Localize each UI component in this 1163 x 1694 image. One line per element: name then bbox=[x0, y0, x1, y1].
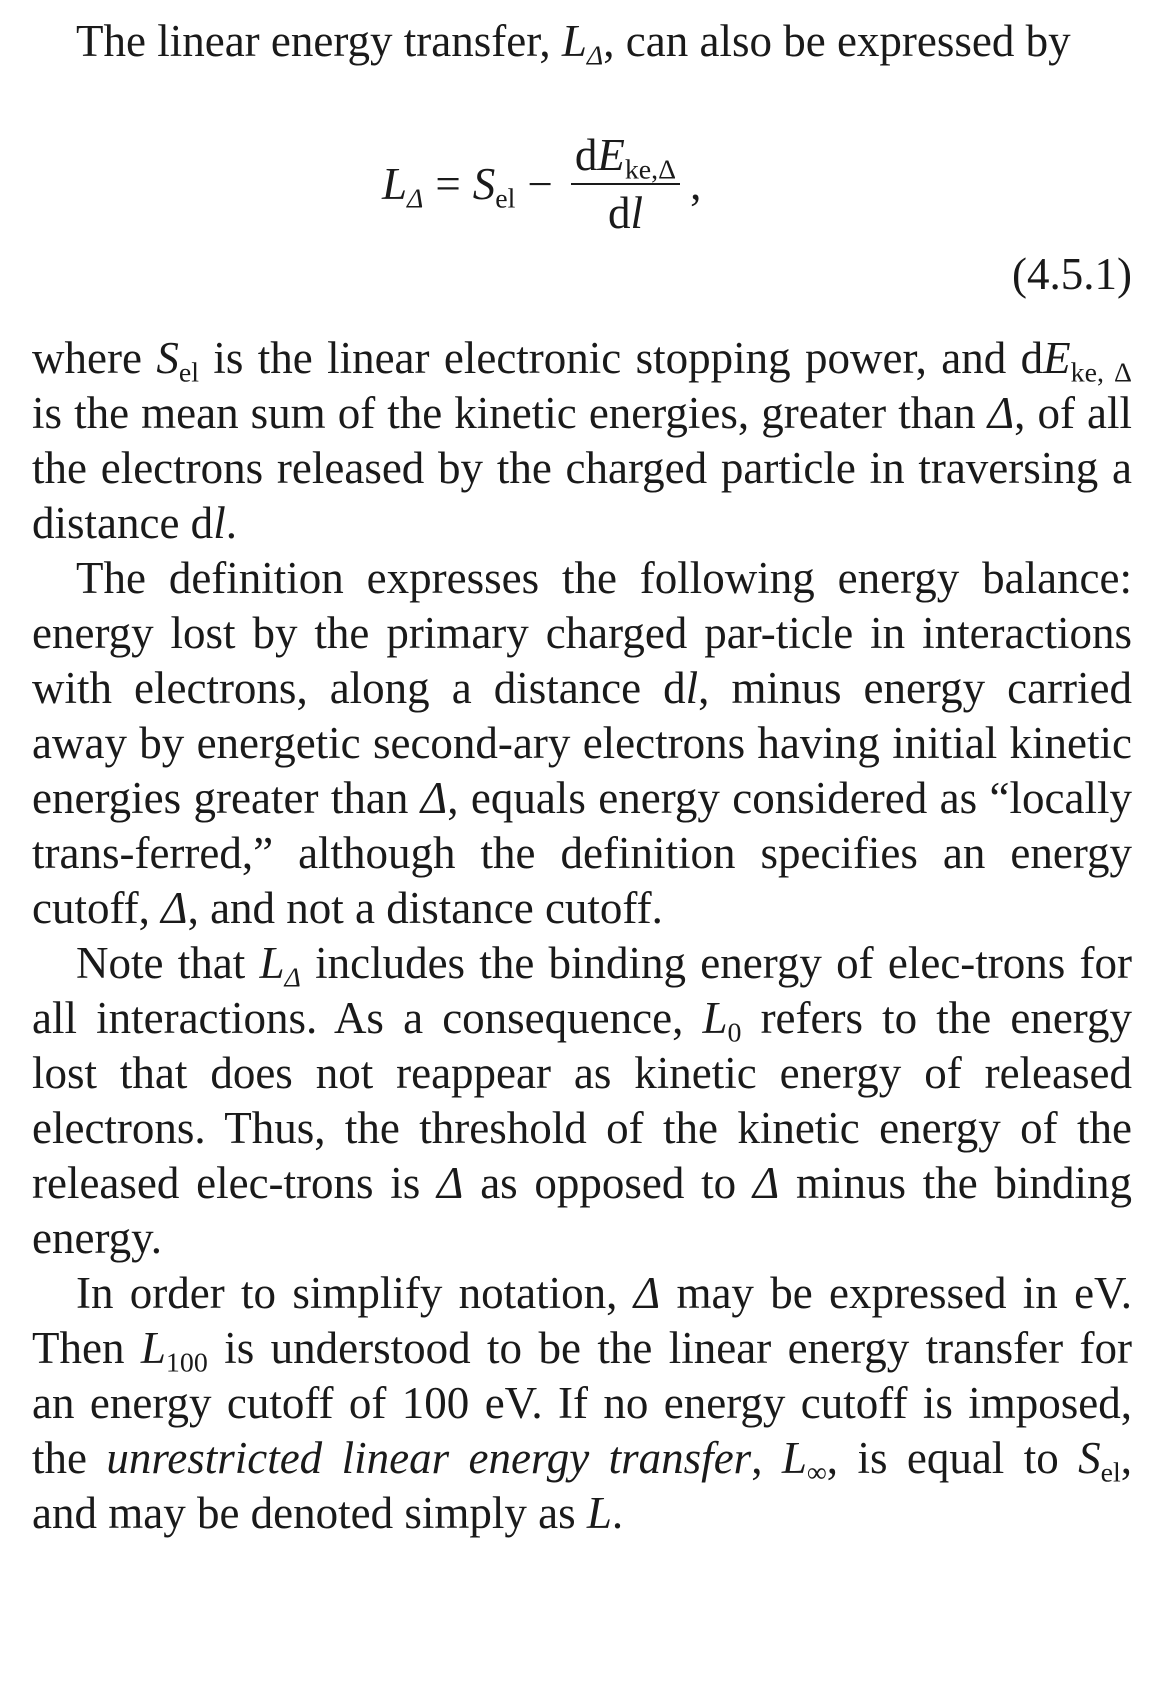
text-run: , minus energy carried away by energetic second-ary electrons having initial kinetic energies greater than bbox=[32, 663, 1133, 823]
math-delta: Δ bbox=[752, 1158, 780, 1208]
stopping-power-term bbox=[472, 158, 516, 215]
paragraph-notation bbox=[32, 1266, 1132, 1541]
text-run: is the linear electronic stopping power, and d bbox=[198, 333, 1044, 383]
text-run: . bbox=[225, 498, 237, 548]
math-subscript: 0 bbox=[727, 1017, 742, 1049]
fraction-denominator bbox=[608, 185, 643, 237]
math-subscript bbox=[284, 962, 300, 993]
text-run: , and may be denoted simply as bbox=[32, 1433, 1133, 1538]
math-delta: Δ bbox=[437, 1158, 464, 1208]
math-l: l bbox=[685, 663, 699, 713]
math-L: L bbox=[259, 938, 285, 988]
text-run: where bbox=[32, 333, 157, 383]
paragraph-binding-energy bbox=[32, 936, 1132, 1266]
math-subscript: el bbox=[178, 357, 199, 389]
text-run: is understood to be the linear energy transfer for an energy cutoff of 100 eV. If no energy cutoff is imposed, the bbox=[32, 1323, 1132, 1483]
subscript-text: ke,Δ bbox=[624, 154, 677, 186]
math-l: l bbox=[213, 498, 226, 548]
minus-sign: − bbox=[527, 159, 553, 209]
emphasized-term: unrestricted linear energy transfer bbox=[106, 1433, 752, 1483]
document-page bbox=[32, 14, 1132, 1541]
math-L: L bbox=[586, 1488, 612, 1538]
math-subscript: el bbox=[495, 183, 516, 215]
text-run: , can also be expressed by bbox=[603, 16, 1071, 66]
math-delta: Δ bbox=[407, 183, 424, 215]
text-run: , and not a distance cutoff. bbox=[187, 883, 663, 933]
math-L: L bbox=[561, 16, 587, 66]
math-L: L bbox=[140, 1323, 166, 1373]
equation-comma: , bbox=[690, 159, 702, 209]
text-run: as opposed to bbox=[463, 1158, 753, 1208]
math-l: l bbox=[630, 188, 643, 238]
text-run: The definition expresses the following energy balance: energy lost by the primary charged par-ticle in interactions with electrons, along a distance d bbox=[32, 553, 1132, 713]
equation-lhs bbox=[382, 158, 424, 215]
fraction bbox=[571, 131, 680, 237]
math-E: E bbox=[1043, 333, 1071, 383]
paragraph-intro bbox=[32, 14, 1132, 72]
math-S: S bbox=[1078, 1433, 1101, 1483]
math-subscript: ∞ bbox=[806, 1457, 827, 1489]
paragraph-definition bbox=[32, 551, 1132, 936]
math-subscript: el bbox=[1100, 1457, 1121, 1489]
math-L: L bbox=[702, 993, 728, 1043]
math-subscript: 100 bbox=[165, 1347, 208, 1379]
text-run: includes the binding energy of elec-trons for all interactions. As a consequence, bbox=[32, 938, 1132, 1043]
math-subscript bbox=[625, 154, 676, 185]
math-L: L bbox=[781, 1433, 807, 1483]
text-run: . bbox=[611, 1488, 624, 1538]
paragraph-where bbox=[32, 331, 1132, 551]
equation-number: (4.5.1) bbox=[1012, 249, 1132, 299]
text-run: Note that bbox=[76, 938, 260, 988]
text-run: refers to the energy lost that does not reappear as kinetic energy of released electrons. Thus, the threshold of the kinetic energy of the released elec-trons is bbox=[32, 993, 1132, 1208]
text-run: may be expressed in eV. Then bbox=[32, 1268, 1132, 1373]
text-run: , equals energy considered as “locally trans-ferred,” although the definition specifies an energy cutoff, bbox=[32, 773, 1132, 933]
math-subscript: ke, Δ bbox=[1070, 357, 1132, 389]
math-subscript bbox=[587, 40, 603, 71]
math-delta: Δ bbox=[586, 40, 604, 72]
differential-d: d bbox=[607, 188, 631, 238]
text-run: , of all the electrons released by the charged particle in traversing a distance d bbox=[32, 388, 1132, 548]
math-E: E bbox=[597, 130, 625, 180]
math-S: S bbox=[156, 333, 179, 383]
math-L: L bbox=[382, 159, 408, 209]
text-run: is the mean sum of the kinetic energies, greater than bbox=[32, 388, 988, 438]
math-delta: Δ bbox=[420, 773, 448, 823]
text-run: The linear energy transfer, bbox=[76, 16, 562, 66]
text-run: In order to simplify notation, bbox=[76, 1268, 634, 1318]
math-delta: Δ bbox=[987, 388, 1015, 438]
math-delta: Δ bbox=[161, 883, 188, 933]
math-subscript bbox=[407, 183, 423, 214]
equation-4-5-1 bbox=[32, 69, 1132, 331]
math-delta: Δ bbox=[284, 962, 301, 994]
text-run: , is equal to bbox=[826, 1433, 1079, 1483]
math-delta: Δ bbox=[633, 1268, 661, 1318]
fraction-numerator bbox=[571, 131, 680, 185]
differential-d: d bbox=[574, 130, 598, 180]
equals-sign: = bbox=[435, 159, 461, 209]
text-run: minus the binding energy. bbox=[32, 1158, 1132, 1263]
math-S: S bbox=[472, 159, 496, 209]
equation-body bbox=[382, 131, 701, 237]
text-run: , bbox=[751, 1433, 782, 1483]
